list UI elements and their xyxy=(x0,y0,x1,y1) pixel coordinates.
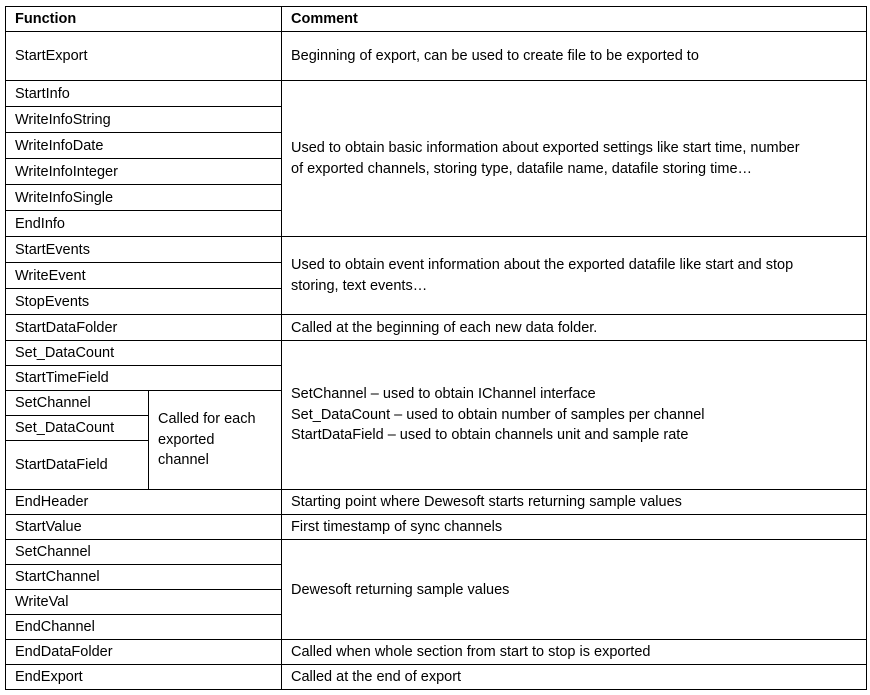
comment-cell: Beginning of export, can be used to create file to be exported to xyxy=(282,32,867,81)
function-column-header: Function xyxy=(6,7,282,32)
comment-line: Used to obtain event information about the exported datafile like start and stop xyxy=(291,257,794,273)
function-cell: EndHeader xyxy=(6,490,282,515)
comment-cell: Dewesoft returning sample values xyxy=(282,540,867,640)
comment-cell xyxy=(282,341,867,490)
function-cell: Set_DataCount xyxy=(6,416,149,441)
comment-cell: First timestamp of sync channels xyxy=(282,515,867,540)
header-row xyxy=(6,7,867,32)
comment-line: StartDataField – used to obtain channels unit and sample rate xyxy=(291,427,689,444)
comment-cell: Called when whole section from start to stop is exported xyxy=(282,640,867,665)
channel-note-cell xyxy=(149,391,282,490)
export-functions-table xyxy=(5,6,867,690)
function-cell: WriteInfoDate xyxy=(6,133,282,159)
comment-cell: Called at the end of export xyxy=(282,665,867,690)
function-cell: Set_DataCount xyxy=(6,341,282,366)
function-cell: StartTimeField xyxy=(6,366,282,391)
function-cell: EndChannel xyxy=(6,615,282,640)
function-cell: SetChannel xyxy=(6,391,149,416)
note-line: channel xyxy=(158,452,209,469)
function-cell: WriteInfoSingle xyxy=(6,185,282,211)
function-cell: StartInfo xyxy=(6,81,282,107)
function-cell: StartEvents xyxy=(6,237,282,263)
comment-line: Set_DataCount – used to obtain number of samples per channel xyxy=(291,406,705,423)
note-line: exported xyxy=(158,431,215,448)
function-cell: StopEvents xyxy=(6,289,282,315)
function-cell: EndDataFolder xyxy=(6,640,282,665)
table-row xyxy=(6,315,867,341)
table-row xyxy=(6,81,867,107)
function-cell: WriteInfoString xyxy=(6,107,282,133)
table-row xyxy=(6,640,867,665)
function-cell: WriteEvent xyxy=(6,263,282,289)
function-cell: EndExport xyxy=(6,665,282,690)
comment-column-header: Comment xyxy=(282,7,867,32)
function-cell: StartExport xyxy=(6,32,282,81)
function-cell: StartChannel xyxy=(6,565,282,590)
function-cell: EndInfo xyxy=(6,211,282,237)
comment-line: SetChannel – used to obtain IChannel interface xyxy=(291,386,596,403)
table-row xyxy=(6,237,867,263)
comment-line: Used to obtain basic information about exported settings like start time, number xyxy=(291,140,800,156)
function-cell: StartDataFolder xyxy=(6,315,282,341)
comment-cell xyxy=(282,81,867,237)
comment-cell: Starting point where Dewesoft starts returning sample values xyxy=(282,490,867,515)
function-cell: WriteInfoInteger xyxy=(6,159,282,185)
table-row xyxy=(6,32,867,81)
table-row xyxy=(6,341,867,366)
comment-cell xyxy=(282,237,867,315)
table-row xyxy=(6,515,867,540)
table-row xyxy=(6,540,867,565)
comment-line: of exported channels, storing type, datafile name, datafile storing time… xyxy=(291,160,753,177)
table-row xyxy=(6,490,867,515)
function-cell: WriteVal xyxy=(6,590,282,615)
function-cell: StartDataField xyxy=(6,441,149,490)
function-cell: SetChannel xyxy=(6,540,282,565)
note-line: Called for each xyxy=(158,411,256,428)
comment-line: storing, text events… xyxy=(291,277,428,294)
function-cell: StartValue xyxy=(6,515,282,540)
table-row xyxy=(6,665,867,690)
comment-cell: Called at the beginning of each new data folder. xyxy=(282,315,867,341)
